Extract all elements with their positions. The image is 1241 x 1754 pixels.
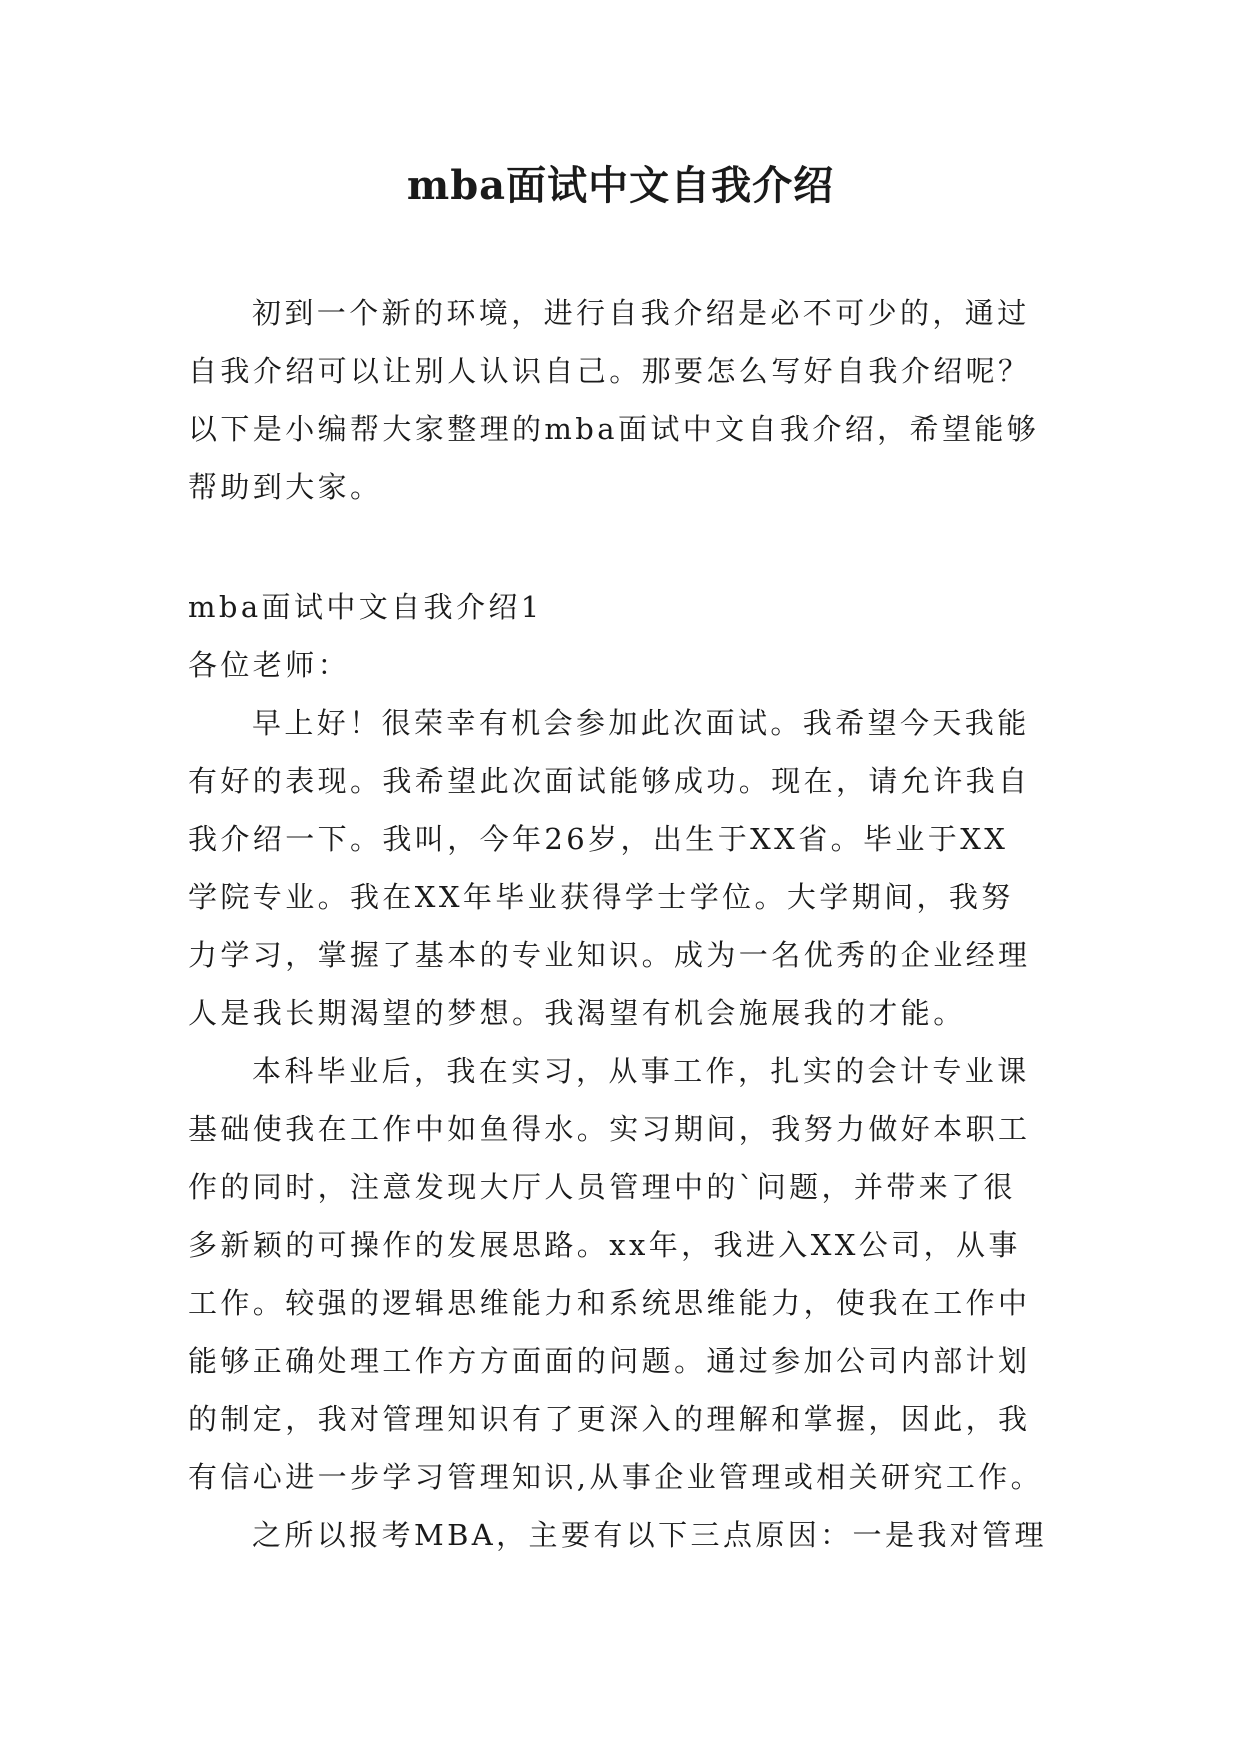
- paragraph-line: 早上好！很荣幸有机会参加此次面试。我希望今天我能: [252, 706, 1030, 740]
- paragraph-3: [188, 1506, 1054, 1564]
- paragraph-1: [188, 694, 1054, 1042]
- paragraph-line: 力学习，掌握了基本的专业知识。成为一名优秀的企业经理: [188, 938, 1031, 972]
- paragraph-line: 的制定，我对管理知识有了更深入的理解和掌握，因此，我: [188, 1402, 1031, 1436]
- intro-line: 自我介绍可以让别人认识自己。那要怎么写好自我介绍呢？: [188, 354, 1031, 388]
- paragraph-line: 有好的表现。我希望此次面试能够成功。现在，请允许我自: [188, 764, 1031, 798]
- intro-paragraph: [188, 284, 1054, 516]
- paragraph-line: 学院专业。我在XX年毕业获得学士学位。大学期间，我努: [188, 880, 1014, 914]
- salutation: 各位老师：: [188, 648, 351, 682]
- paragraph-line: 工作。较强的逻辑思维能力和系统思维能力，使我在工作中: [188, 1286, 1031, 1320]
- intro-line: 以下是小编帮大家整理的mba面试中文自我介绍，希望能够: [188, 412, 1040, 446]
- paragraph-line: 我介绍一下。我叫，今年26岁，出生于XX省。毕业于XX: [188, 822, 1009, 856]
- paragraph-line: 作的同时，注意发现大厅人员管理中的`问题，并带来了很: [188, 1170, 1016, 1204]
- paragraph-line: 有信心进一步学习管理知识,从事企业管理或相关研究工作。: [188, 1460, 1044, 1494]
- intro-line: 帮助到大家。: [188, 470, 383, 504]
- intro-line: 初到一个新的环境，进行自我介绍是必不可少的，通过: [252, 296, 1030, 330]
- paragraph-line: 多新颖的可操作的发展思路。xx年，我进入XX公司，从事: [188, 1228, 1021, 1262]
- paragraph-line: 之所以报考MBA，主要有以下三点原因：一是我对管理: [252, 1518, 1047, 1552]
- paragraph-line: 能够正确处理工作方方面面的问题。通过参加公司内部计划: [188, 1344, 1031, 1378]
- paragraph-line: 本科毕业后，我在实习，从事工作，扎实的会计专业课: [252, 1054, 1030, 1088]
- document-title: mba面试中文自我介绍: [406, 162, 835, 209]
- paragraph-line: 基础使我在工作中如鱼得水。实习期间，我努力做好本职工: [188, 1112, 1031, 1146]
- section-1: [188, 578, 1054, 1564]
- paragraph-line: 人是我长期渴望的梦想。我渴望有机会施展我的才能。: [188, 996, 966, 1030]
- paragraph-2: [188, 1042, 1054, 1506]
- section-heading: mba面试中文自我介绍1: [188, 590, 543, 624]
